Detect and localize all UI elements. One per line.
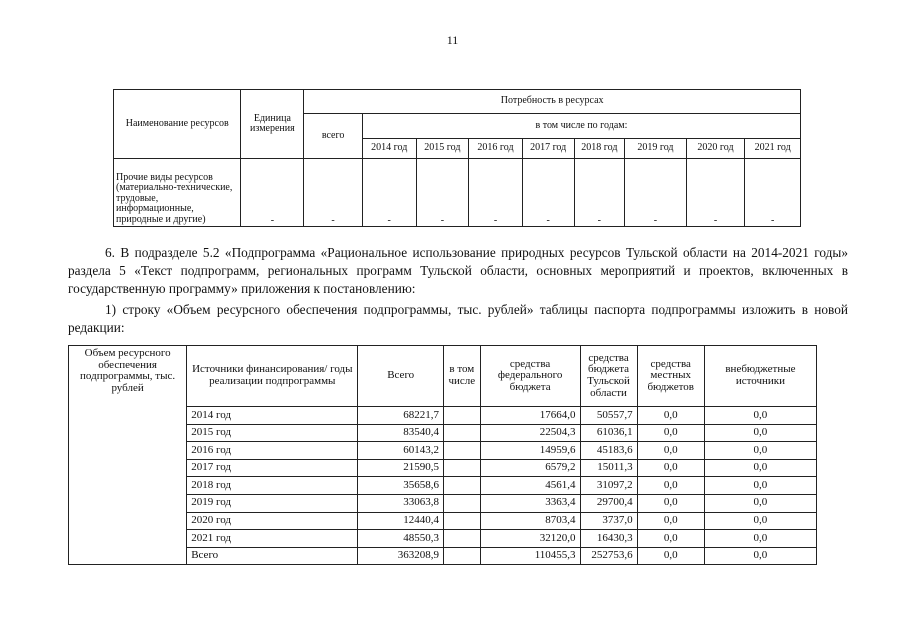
page-number: 11 [446, 33, 459, 47]
year-header: 2021 год [745, 139, 801, 159]
value-cell: - [745, 159, 801, 227]
regional-cell: 3737,0 [580, 512, 637, 530]
local-cell: 0,0 [637, 459, 704, 477]
federal-cell: 22504,3 [480, 424, 580, 442]
total-cell: 363208,9 [358, 547, 444, 565]
federal-cell: 6579,2 [480, 459, 580, 477]
value-cell: - [522, 159, 574, 227]
incl-cell [444, 459, 481, 477]
extra-cell: 0,0 [704, 530, 816, 548]
extra-cell: 0,0 [704, 512, 816, 530]
federal-cell: 110455,3 [480, 547, 580, 565]
value-cell: - [362, 159, 416, 227]
federal-cell: 17664,0 [480, 407, 580, 425]
regional-cell: 29700,4 [580, 494, 637, 512]
header-total: Всего [358, 346, 444, 407]
funding-volume-label: Объем ресурсного обеспечения подпрограммы, тыс. рублей [69, 346, 187, 565]
federal-cell: 14959,6 [480, 442, 580, 460]
table-row [114, 159, 801, 227]
total-cell: 60143,2 [358, 442, 444, 460]
federal-cell: 3363,4 [480, 494, 580, 512]
year-header: 2020 год [686, 139, 745, 159]
header-local: средства местных бюджетов [637, 346, 704, 407]
total-cell: - [304, 159, 363, 227]
regional-cell: 45183,6 [580, 442, 637, 460]
header-federal: средства федерального бюджета [480, 346, 580, 407]
extra-cell: 0,0 [704, 442, 816, 460]
extra-cell: 0,0 [704, 407, 816, 425]
year-cell: 2016 год [187, 442, 358, 460]
incl-cell [444, 442, 481, 460]
incl-cell [444, 424, 481, 442]
total-cell: 35658,6 [358, 477, 444, 495]
header-incl: в том числе [444, 346, 481, 407]
funding-table [68, 345, 817, 565]
local-cell: 0,0 [637, 477, 704, 495]
extra-cell: 0,0 [704, 424, 816, 442]
header-years-group: в том числе по годам: [362, 114, 800, 139]
local-cell: 0,0 [637, 407, 704, 425]
total-cell: 21590,5 [358, 459, 444, 477]
year-cell: 2014 год [187, 407, 358, 425]
federal-cell: 8703,4 [480, 512, 580, 530]
local-cell: 0,0 [637, 494, 704, 512]
year-header: 2019 год [625, 139, 687, 159]
header-source: Источники финансирования/ годы реализации подпрограммы [187, 346, 358, 407]
resource-needs-table [113, 89, 801, 227]
incl-cell [444, 407, 481, 425]
local-cell: 0,0 [637, 424, 704, 442]
year-cell: 2017 год [187, 459, 358, 477]
federal-cell: 4561,4 [480, 477, 580, 495]
unit-cell: - [241, 159, 304, 227]
local-cell: 0,0 [637, 530, 704, 548]
regional-cell: 16430,3 [580, 530, 637, 548]
incl-cell [444, 512, 481, 530]
year-cell: 2021 год [187, 530, 358, 548]
header-total: всего [304, 114, 363, 159]
value-cell: - [625, 159, 687, 227]
incl-cell [444, 494, 481, 512]
extra-cell: 0,0 [704, 547, 816, 565]
extra-cell: 0,0 [704, 494, 816, 512]
year-header: 2018 год [574, 139, 625, 159]
regional-cell: 61036,1 [580, 424, 637, 442]
year-cell: 2020 год [187, 512, 358, 530]
local-cell: 0,0 [637, 442, 704, 460]
paragraph-amendment: 6. В подразделе 5.2 «Подпрограмма «Рациональное использование природных ресурсов Тульской области на 2014-2021 годы» раздела 5 «Текст подпрограмм, региональных программ Тульской области, основных мероприятий и проектов, включенных в государственную программу» приложения к постановлению: [68, 245, 848, 296]
header-regional: средства бюджета Тульской области [580, 346, 637, 407]
extra-cell: 0,0 [704, 477, 816, 495]
year-cell: 2019 год [187, 494, 358, 512]
header-resource-needs: Потребность в ресурсах [304, 90, 801, 114]
year-cell: Всего [187, 547, 358, 565]
header-resource-name: Наименование ресурсов [114, 90, 241, 159]
local-cell: 0,0 [637, 547, 704, 565]
value-cell: - [416, 159, 469, 227]
regional-cell: 252753,6 [580, 547, 637, 565]
federal-cell: 32120,0 [480, 530, 580, 548]
paragraph-instruction: 1) строку «Объем ресурсного обеспечения подпрограммы, тыс. рублей» таблицы паспорта подпрограммы изложить в новой редакции: [68, 302, 848, 335]
header-extra: внебюджетные источники [704, 346, 816, 407]
regional-cell: 15011,3 [580, 459, 637, 477]
year-cell: 2018 год [187, 477, 358, 495]
regional-cell: 31097,2 [580, 477, 637, 495]
incl-cell [444, 530, 481, 548]
resource-name-cell: Прочие виды ресурсов (материально-технические, трудовые, информационные, природные и другие) [114, 159, 241, 227]
value-cell: - [469, 159, 523, 227]
extra-cell: 0,0 [704, 459, 816, 477]
local-cell: 0,0 [637, 512, 704, 530]
header-row [69, 346, 817, 407]
year-cell: 2015 год [187, 424, 358, 442]
total-cell: 48550,3 [358, 530, 444, 548]
year-header: 2016 год [469, 139, 523, 159]
total-cell: 12440,4 [358, 512, 444, 530]
value-cell: - [574, 159, 625, 227]
total-cell: 83540,4 [358, 424, 444, 442]
year-header: 2015 год [416, 139, 469, 159]
regional-cell: 50557,7 [580, 407, 637, 425]
total-cell: 33063,8 [358, 494, 444, 512]
value-cell: - [686, 159, 745, 227]
incl-cell [444, 477, 481, 495]
incl-cell [444, 547, 481, 565]
year-header: 2017 год [522, 139, 574, 159]
total-cell: 68221,7 [358, 407, 444, 425]
year-header: 2014 год [362, 139, 416, 159]
header-unit: Единица измерения [241, 90, 304, 159]
